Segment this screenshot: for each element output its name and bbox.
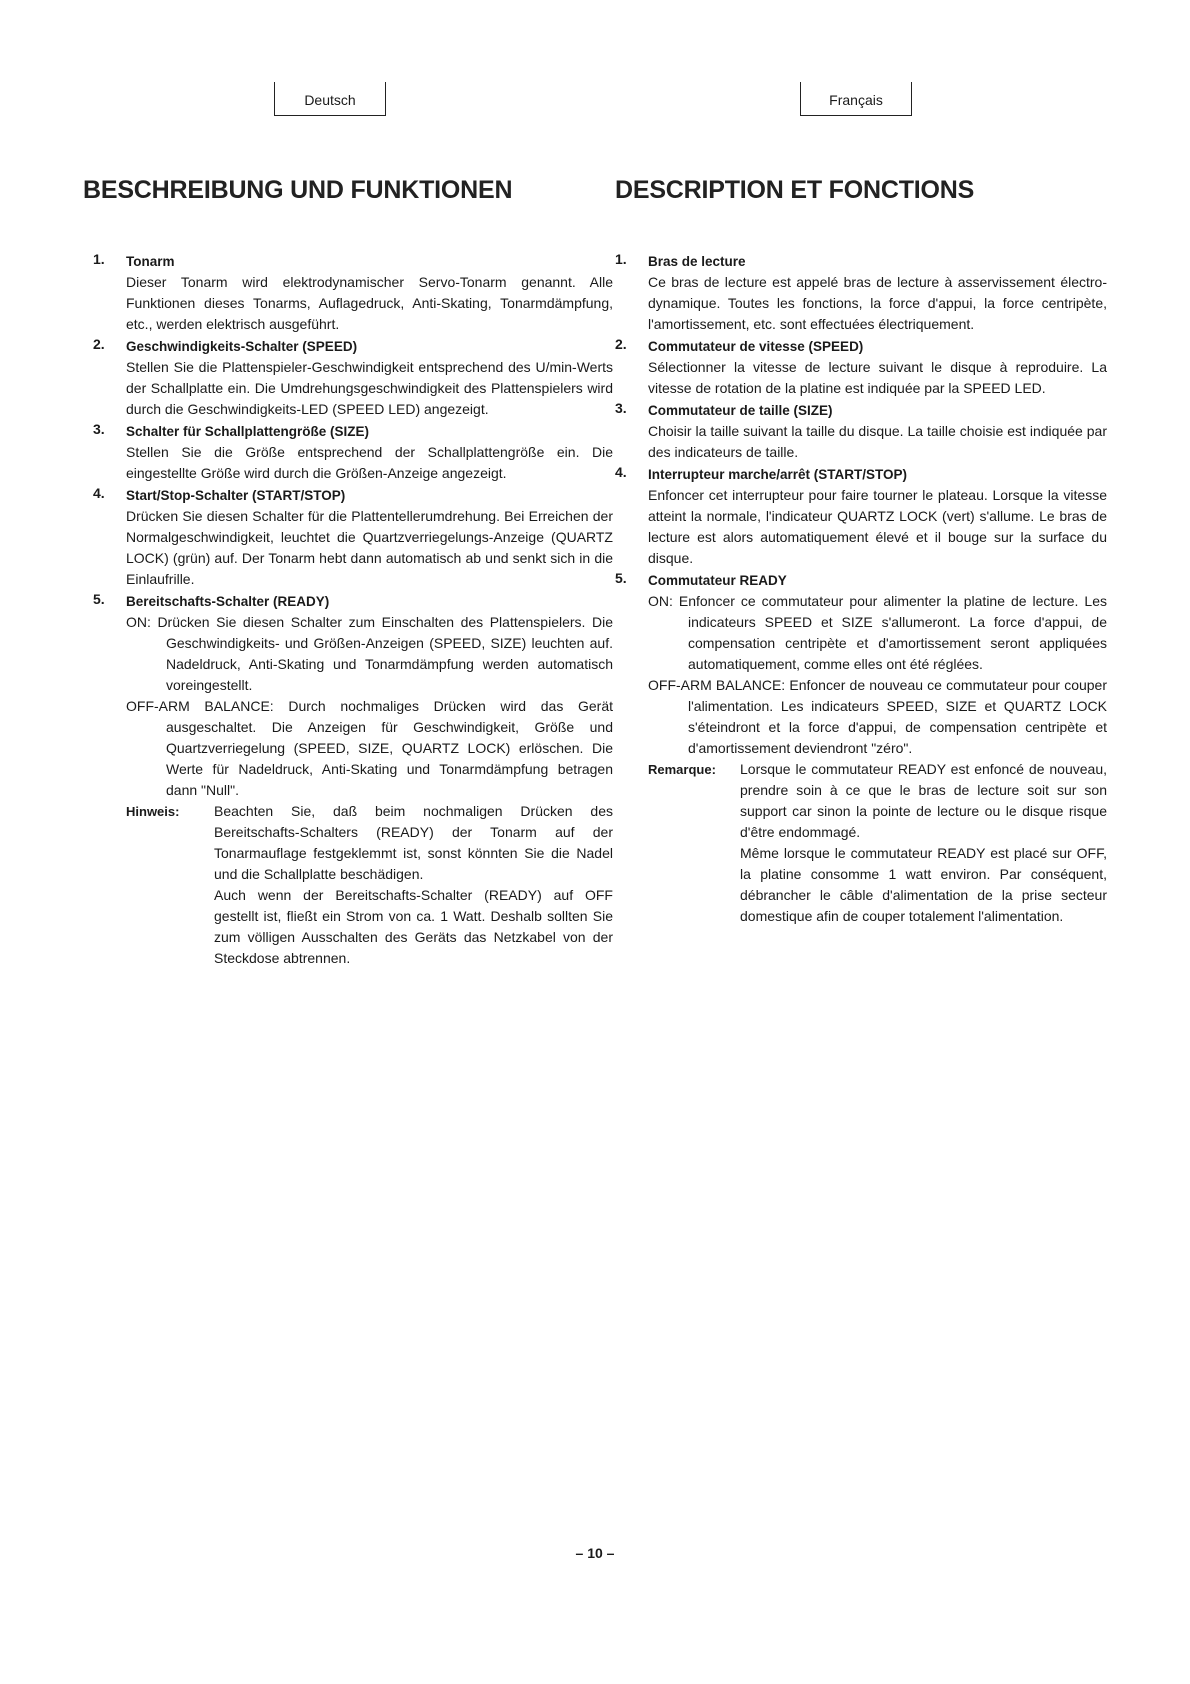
note-paragraph: Lorsque le commutateur READY est enfoncé de nouveau, prendre soin à ce que le bras de lecture soit sur son support car sinon la pointe de lecture ou le disque risque d'être endommagé.: [740, 761, 1107, 840]
item-body: Stellen Sie die Plattenspieler-Geschwindigkeit entsprechend des U/min-Werts der Schallplatte ein. Die Umdrehungsgeschwindigkeit des Plattenspielers wird durch die Geschwindigkeits-LED (SPEED LED) angezeigt.: [126, 359, 613, 417]
german-title: BESCHREIBUNG UND FUNKTIONEN: [83, 176, 513, 204]
on-description: ON: Drücken Sie diesen Schalter zum Einschalten des Plattenspielers. Die Geschwindigkeits- und Größen-Anzeigen (SPEED, SIZE) leuchten auf. Nadeldruck, Anti-Skating und Tonarmdämpfung werden automatisch voreingestellt.: [126, 614, 613, 693]
french-item-3: [615, 400, 1107, 463]
item-number: 3.: [615, 400, 627, 416]
german-item-list: [83, 251, 613, 969]
on-description: ON: Enfoncer ce commutateur pour alimenter la platine de lecture. Les indicateurs SPEED et SIZE s'allumeront. La force d'appui, de compensation centripète et d'amortissement seront appliquées automatiquement, comme elles ont été réglées.: [648, 593, 1107, 672]
item-number: 1.: [615, 251, 627, 267]
german-item-2: [93, 336, 613, 420]
note-label: Remarque:: [648, 762, 716, 777]
item-title: Start/Stop-Schalter (START/STOP): [126, 488, 346, 503]
item-body: Ce bras de lecture est appelé bras de lecture à asservissement électro-dynamique. Toutes les fonctions, la force d'appui, la force centripète, l'amortissement, etc. sont effectuées électriquement.: [648, 274, 1107, 332]
french-item-list: [615, 251, 1107, 927]
item-body: Drücken Sie diesen Schalter für die Plattentellerumdrehung. Bei Erreichen der Normalgeschwindigkeit, leuchtet die Quartzverriegelungs-Anzeige (QUARTZ LOCK) (grün) auf. Der Tonarm hebt dann automatisch ab und senkt sich in die Einlaufrille.: [126, 508, 613, 587]
language-tab-french-label: Français: [829, 92, 883, 108]
french-item-2: [615, 336, 1107, 399]
french-title: DESCRIPTION ET FONCTIONS: [615, 176, 975, 204]
german-item-4: [93, 485, 613, 590]
off-arm-balance-description: OFF-ARM BALANCE: Enfoncer de nouveau ce commutateur pour couper l'alimentation. Les indicateurs SPEED, SIZE et QUARTZ LOCK s'éteindront et la force d'appui, de compensation centripète et d'amortissement deviendront "zéro".: [648, 677, 1107, 756]
french-item-4: [615, 464, 1107, 569]
item-title: Geschwindigkeits-Schalter (SPEED): [126, 339, 358, 354]
off-arm-balance-description: OFF-ARM BALANCE: Durch nochmaliges Drücken wird das Gerät ausgeschaltet. Die Anzeigen für Geschwindigkeit, Größe und Quartzverriegelung (SPEED, SIZE, QUARTZ LOCK) erlöschen. Die Werte für Nadeldruck, Anti-Skating und Tonarmdämpfung betragen dann "Null".: [126, 698, 613, 798]
german-item-3: [93, 421, 613, 484]
french-column: [615, 176, 1107, 928]
german-item-5: [93, 591, 613, 969]
note-paragraph: Même lorsque le commutateur READY est placé sur OFF, la platine consomme 1 watt environ. Par conséquent, débrancher le câble d'alimentation de la prise secteur domestique afin de couper totalement l'alimentation.: [740, 845, 1107, 924]
note-block: [126, 801, 613, 969]
item-title: Commutateur READY: [648, 573, 787, 588]
item-title: Bras de lecture: [648, 254, 746, 269]
item-body: Stellen Sie die Größe entsprechend der Schallplattengröße ein. Die eingestellte Größe wird durch die Größen-Anzeige angezeigt.: [126, 444, 613, 481]
item-number: 3.: [93, 421, 105, 437]
item-number: 5.: [615, 570, 627, 586]
french-item-1: [615, 251, 1107, 335]
german-column: [83, 176, 613, 970]
item-title: Interrupteur marche/arrêt (START/STOP): [648, 467, 908, 482]
note-label: Hinweis:: [126, 804, 180, 819]
note-block: [648, 759, 1107, 927]
item-body: Sélectionner la vitesse de lecture suivant le disque à reproduire. La vitesse de rotation de la platine est indiquée par la SPEED LED.: [648, 359, 1107, 396]
item-number: 4.: [93, 485, 105, 501]
page-number: – 10 –: [575, 1545, 615, 1561]
german-item-1: [93, 251, 613, 335]
item-title: Commutateur de vitesse (SPEED): [648, 339, 864, 354]
item-number: 4.: [615, 464, 627, 480]
item-body: Enfoncer cet interrupteur pour faire tourner le plateau. Lorsque la vitesse atteint la normale, l'indicateur QUARTZ LOCK (vert) s'allume. Le bras de lecture est alors automatiquement élevé et il bouge sur la surface du disque.: [648, 487, 1107, 566]
language-tab-german-label: Deutsch: [304, 92, 356, 108]
note-paragraph: Beachten Sie, daß beim nochmaligen Drücken des Bereitschafts-Schalters (READY) der Tonarm auf der Tonarmauflage festgeklemmt ist, sonst könnten Sie die Nadel und die Schallplatte beschädigen.: [214, 803, 613, 882]
note-paragraph: Auch wenn der Bereitschafts-Schalter (READY) auf OFF gestellt ist, fließt ein Strom von ca. 1 Watt. Deshalb sollten Sie zum völligen Ausschalten des Geräts das Netzkabel von der Steckdose abtrennen.: [214, 887, 613, 966]
language-tab-french: [800, 82, 912, 116]
item-number: 2.: [93, 336, 105, 352]
item-title: Tonarm: [126, 254, 175, 269]
language-tab-german: [274, 82, 386, 116]
item-number: 1.: [93, 251, 105, 267]
item-title: Schalter für Schallplattengröße (SIZE): [126, 424, 370, 439]
item-title: Commutateur de taille (SIZE): [648, 403, 833, 418]
item-number: 5.: [93, 591, 105, 607]
item-title: Bereitschafts-Schalter (READY): [126, 594, 330, 609]
item-body: Dieser Tonarm wird elektrodynamischer Servo-Tonarm genannt. Alle Funktionen dieses Tonarms, Auflagedruck, Anti-Skating, Tonarmdämpfung, etc., werden elektrisch ausgeführt.: [126, 274, 613, 332]
french-item-5: [615, 570, 1107, 927]
item-body: Choisir la taille suivant la taille du disque. La taille choisie est indiquée par des indicateurs de taille.: [648, 423, 1107, 460]
item-number: 2.: [615, 336, 627, 352]
